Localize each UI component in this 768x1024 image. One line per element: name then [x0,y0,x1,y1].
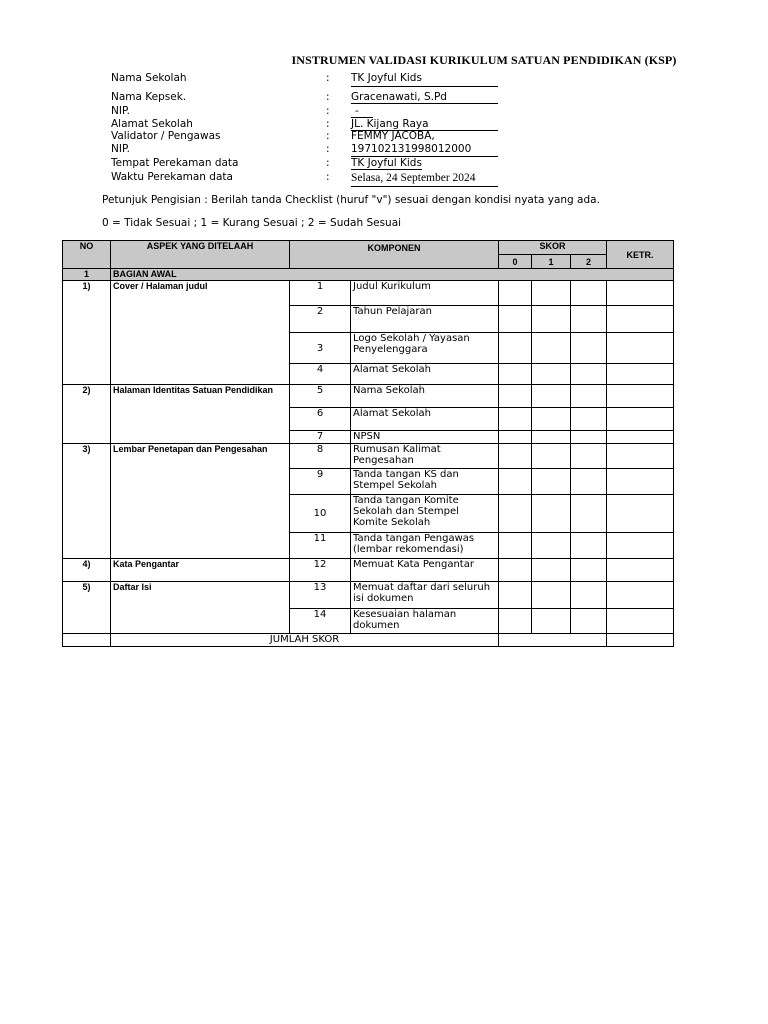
ketr-cell[interactable] [607,306,674,333]
section-row [63,269,674,281]
ketr-cell[interactable] [607,364,674,385]
group-no: 4) [63,559,111,582]
score-cell-2[interactable] [571,469,607,495]
info-label: Nama Kepsek. [111,91,187,103]
info-colon: : [326,118,330,130]
score-cell-1[interactable] [532,444,571,469]
score-cell-2[interactable] [571,609,607,634]
score-legend: 0 = Tidak Sesuai ; 1 = Kurang Sesuai ; 2 = Sudah Sesuai [102,217,402,229]
score-cell-0[interactable] [499,431,532,444]
item-number: 11 [290,533,351,559]
item-number: 14 [290,609,351,634]
table-row [63,281,674,306]
score-cell-0[interactable] [499,533,532,559]
item-komponen-text: Tanda tangan Komite Sekolah dan Stempel Komite Sekolah [353,495,459,528]
score-cell-1[interactable] [532,408,571,431]
total-score-cell[interactable] [499,634,607,647]
info-label: Validator / Pengawas [111,130,221,142]
item-komponen: Tanda tangan Pengawas (lembar rekomendasi) [351,533,499,559]
info-row-waktu [111,171,511,184]
info-colon: : [326,130,330,142]
score-cell-0[interactable] [499,582,532,609]
info-value: Selasa, 24 September 2024 [351,172,476,184]
header-skor: SKOR [499,241,607,255]
header-komponen: KOMPONEN [290,241,499,255]
score-cell-0[interactable] [499,495,532,533]
header-aspek: ASPEK YANG DITELAAH [111,241,290,255]
score-cell-1[interactable] [532,281,571,306]
score-cell-0[interactable] [499,333,532,364]
table-row [63,385,674,408]
total-label: JUMLAH SKOR [111,634,499,647]
ketr-cell[interactable] [607,281,674,306]
info-row-nama-sekolah [111,72,511,85]
info-colon: : [326,105,330,117]
instructions-text: Petunjuk Pengisian : Berilah tanda Checklist (huruf "v") sesuai dengan kondisi nyata yang ada. [102,194,600,206]
score-cell-2[interactable] [571,444,607,469]
info-label: Alamat Sekolah [111,118,193,130]
group-no: 1) [63,281,111,385]
group-aspek: Lembar Penetapan dan Pengesahan [111,444,290,559]
score-cell-2[interactable] [571,281,607,306]
ketr-cell[interactable] [607,495,674,533]
info-row-validator [111,130,511,143]
info-value: TK Joyful Kids [351,72,422,84]
total-row [63,634,674,647]
info-label: NIP. [111,105,130,117]
group-aspek: Cover / Halaman judul [111,281,290,385]
ketr-cell[interactable] [607,333,674,364]
info-value: Gracenawati, S.Pd [351,91,447,103]
ketr-cell[interactable] [607,444,674,469]
score-cell-1[interactable] [532,609,571,634]
info-value: TK Joyful Kids [351,157,422,169]
table-subheader-row [63,255,674,269]
score-cell-0[interactable] [499,281,532,306]
info-label: Nama Sekolah [111,72,187,84]
info-colon: : [326,91,330,103]
document-title: INSTRUMEN VALIDASI KURIKULUM SATUAN PENDIDIKAN (KSP) [291,53,677,67]
score-cell-1[interactable] [532,495,571,533]
item-number: 10 [290,495,351,533]
item-komponen: Judul Kurikulum [351,281,499,306]
ketr-cell[interactable] [607,385,674,408]
header-score-1: 1 [532,255,571,269]
score-cell-1[interactable] [532,385,571,408]
info-row-nip-kepsek [111,105,511,118]
item-komponen: Kesesuaian halaman dokumen [351,609,499,634]
validation-table [62,240,674,647]
score-cell-2[interactable] [571,582,607,609]
score-cell-2[interactable] [571,495,607,533]
score-cell-0[interactable] [499,609,532,634]
info-row-nip-validator [111,143,511,156]
header-aspek-cont [111,255,290,269]
item-komponen: Rumusan Kalimat Pengesahan [351,444,499,469]
score-cell-0[interactable] [499,306,532,333]
header-score-2: 2 [571,255,607,269]
table-header-row [63,241,674,255]
item-komponen: Alamat Sekolah [351,364,499,385]
score-cell-1[interactable] [532,333,571,364]
item-number: 4 [290,364,351,385]
item-number: 13 [290,582,351,609]
underline [351,103,498,104]
item-komponen: Memuat Kata Pengantar [351,559,499,582]
group-aspek: Daftar Isi [111,582,290,634]
item-number: 2 [290,306,351,333]
info-value: 197102131998012000 [351,143,472,155]
item-number: 1 [290,281,351,306]
total-ketr-cell[interactable] [607,634,674,647]
ketr-cell[interactable] [607,469,674,495]
score-cell-2[interactable] [571,431,607,444]
info-value: JL. Kijang Raya [351,118,429,130]
group-aspek: Halaman Identitas Satuan Pendidikan [111,385,290,444]
item-komponen: Tanda tangan KS dan Stempel Sekolah [351,469,499,495]
score-cell-0[interactable] [499,364,532,385]
score-cell-2[interactable] [571,333,607,364]
info-value: - [355,105,359,117]
underline [351,86,498,87]
score-cell-2[interactable] [571,408,607,431]
group-no: 2) [63,385,111,444]
score-cell-0[interactable] [499,408,532,431]
info-row-nama-kepsek [111,91,511,104]
score-cell-1[interactable] [532,559,571,582]
score-cell-0[interactable] [499,444,532,469]
score-cell-1[interactable] [532,469,571,495]
score-cell-1[interactable] [532,364,571,385]
score-cell-1[interactable] [532,306,571,333]
header-no-cont [63,255,111,269]
ketr-cell[interactable] [607,582,674,609]
score-cell-2[interactable] [571,364,607,385]
item-komponen: Nama Sekolah [351,385,499,408]
item-number: 9 [290,469,351,495]
item-komponen [351,495,499,533]
table-row [63,582,674,609]
score-cell-1[interactable] [532,582,571,609]
total-blank [63,634,111,647]
info-label: Tempat Perekaman data [111,157,239,169]
group-no: 5) [63,582,111,634]
ketr-cell[interactable] [607,609,674,634]
item-number: 3 [290,333,351,364]
info-colon: : [326,143,330,155]
info-label: Waktu Perekaman data [111,171,233,183]
info-value: FEMMY JACOBA, [351,130,435,142]
score-cell-2[interactable] [571,559,607,582]
score-cell-0[interactable] [499,385,532,408]
score-cell-2[interactable] [571,533,607,559]
ketr-cell[interactable] [607,559,674,582]
item-komponen: Tahun Pelajaran [351,306,499,333]
info-label: NIP. [111,143,130,155]
info-colon: : [326,171,330,183]
ketr-cell[interactable] [607,431,674,444]
item-number: 6 [290,408,351,431]
section-no: 1 [63,269,111,281]
section-label: BAGIAN AWAL [111,269,674,281]
score-cell-2[interactable] [571,385,607,408]
score-cell-1[interactable] [532,431,571,444]
info-row-tempat [111,157,511,170]
score-cell-2[interactable] [571,306,607,333]
header-ketr: KETR. [607,241,674,269]
item-komponen: Alamat Sekolah [351,408,499,431]
table-row [63,559,674,582]
info-colon: : [326,72,330,84]
ketr-cell[interactable] [607,408,674,431]
item-number: 12 [290,559,351,582]
item-number: 5 [290,385,351,408]
item-komponen: NPSN [351,431,499,444]
header-no: NO [63,241,111,255]
score-cell-0[interactable] [499,559,532,582]
item-number: 7 [290,431,351,444]
score-cell-0[interactable] [499,469,532,495]
group-aspek: Kata Pengantar [111,559,290,582]
ketr-cell[interactable] [607,533,674,559]
header-komponen-cont [290,255,499,269]
underline [351,186,498,187]
table-row [63,444,674,469]
header-score-0: 0 [499,255,532,269]
score-cell-1[interactable] [532,533,571,559]
item-number: 8 [290,444,351,469]
item-komponen: Memuat daftar dari seluruh isi dokumen [351,582,499,609]
group-no: 3) [63,444,111,559]
info-colon: : [326,157,330,169]
item-komponen: Logo Sekolah / Yayasan Penyelenggara [351,333,499,364]
